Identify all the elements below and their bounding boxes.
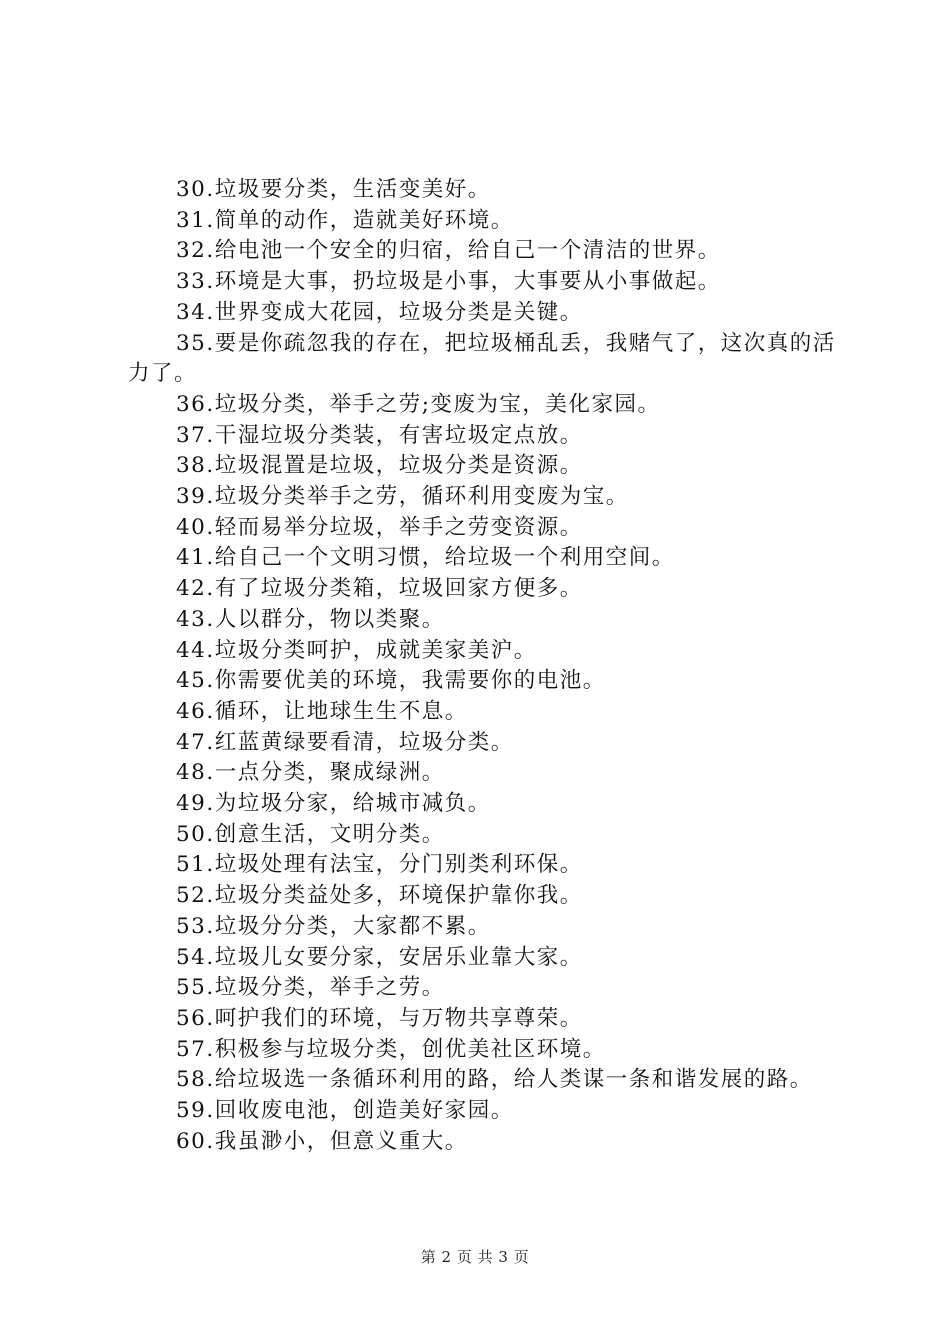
list-item: 43.人以群分，物以类聚。	[176, 606, 445, 632]
list-item: 50.创意生活，文明分类。	[176, 821, 445, 847]
list-item: 38.垃圾混置是垃圾，垃圾分类是资源。	[176, 453, 583, 479]
list-item: 33.环境是大事，扔垃圾是小事，大事要从小事做起。	[176, 269, 721, 295]
list-item: 40.轻而易举分垃圾，举手之劳变资源。	[176, 514, 583, 540]
list-item: 58.给垃圾选一条循环利用的路，给人类谋一条和谐发展的路。	[176, 1067, 813, 1093]
list-item: 56.呵护我们的环境，与万物共享尊荣。	[176, 1005, 583, 1031]
list-item: 54.垃圾儿女要分家，安居乐业靠大家。	[176, 944, 583, 970]
list-item: 51.垃圾处理有法宝，分门别类利环保。	[176, 852, 583, 878]
list-item: 45.你需要优美的环境，我需要你的电池。	[176, 668, 606, 694]
list-item: 30.垃圾要分类，生活变美好。	[176, 177, 491, 202]
list-item: 44.垃圾分类呵护，成就美家美沪。	[176, 637, 537, 663]
list-item: 59.回收废电池，创造美好家园。	[176, 1098, 514, 1124]
list-item: 48.一点分类，聚成绿洲。	[176, 760, 445, 786]
list-item: 46.循环，让地球生生不息。	[176, 698, 468, 724]
list-item: 32.给电池一个安全的归宿，给自己一个清洁的世界。	[176, 238, 721, 264]
list-item: 42.有了垃圾分类箱，垃圾回家方便多。	[176, 576, 583, 602]
list-item: 55.垃圾分类，举手之劳。	[176, 975, 445, 1001]
list-item: 39.垃圾分类举手之劳，循环利用变废为宝。	[176, 484, 629, 510]
page-number-footer: 第 2 页 共 3 页	[420, 1248, 530, 1266]
list-item: 53.垃圾分分类，大家都不累。	[176, 913, 491, 939]
list-item: 60.我虽渺小，但意义重大。	[176, 1128, 468, 1154]
list-item: 31.简单的动作，造就美好环境。	[176, 207, 514, 233]
list-item: 34.世界变成大花园，垃圾分类是关键。	[176, 299, 583, 325]
list-item: 41.给自己一个文明习惯，给垃圾一个利用空间。	[176, 545, 675, 571]
slogan-list	[128, 175, 836, 1158]
list-item: 36.垃圾分类，举手之劳;变废为宝，美化家园。	[176, 391, 661, 417]
list-item: 52.垃圾分类益处多，环境保护靠你我。	[176, 883, 583, 909]
list-item: 47.红蓝黄绿要看清，垃圾分类。	[176, 729, 514, 755]
list-item: 35.要是你疏忽我的存在，把垃圾桶乱丢，我赌气了，这次真的活力了。	[128, 330, 836, 387]
list-item: 57.积极参与垃圾分类，创优美社区环境。	[176, 1036, 606, 1062]
list-item: 37.干湿垃圾分类装，有害垃圾定点放。	[176, 422, 583, 448]
list-item: 49.为垃圾分家，给城市减负。	[176, 791, 491, 817]
